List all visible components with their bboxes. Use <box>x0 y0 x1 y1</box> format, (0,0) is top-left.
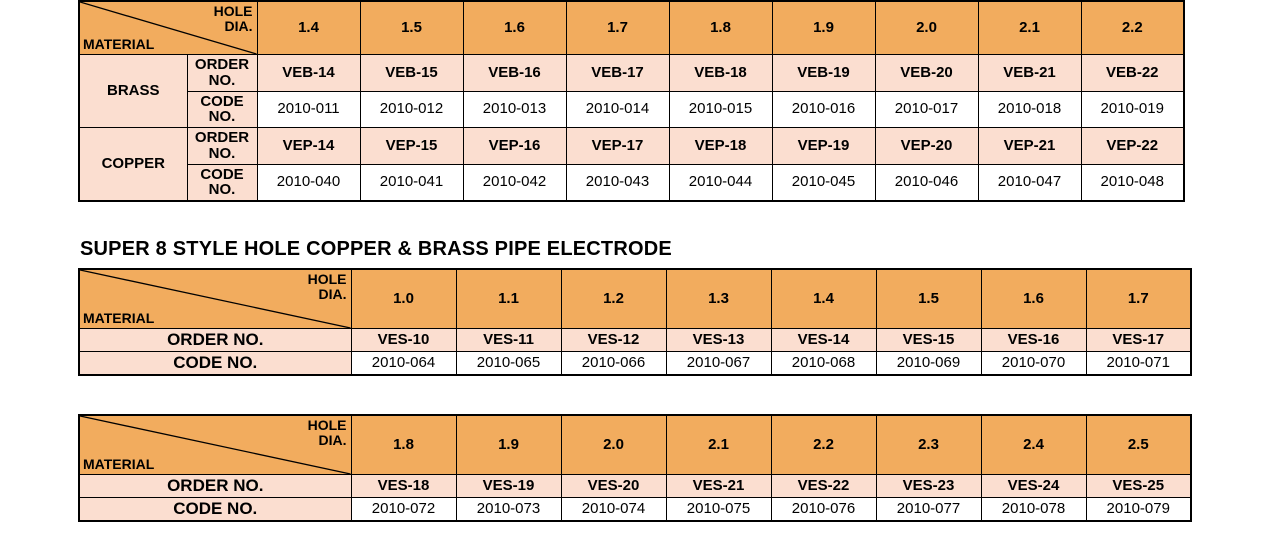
code-no: 2010-011 <box>257 91 360 128</box>
order-no: VES-23 <box>876 475 981 498</box>
hole-dia-label: HOLE DIA. <box>307 271 347 302</box>
table-row <box>79 329 1191 352</box>
code-no: 2010-078 <box>981 497 1086 520</box>
order-no: VEB-21 <box>978 55 1081 92</box>
code-no: 2010-075 <box>666 497 771 520</box>
table-row <box>79 475 1191 498</box>
order-no: VES-22 <box>771 475 876 498</box>
order-no: VES-20 <box>561 475 666 498</box>
hole-dia-value: 2.0 <box>875 1 978 55</box>
code-no: 2010-069 <box>876 351 981 374</box>
hole-dia-value: 1.6 <box>981 269 1086 329</box>
code-no: 2010-013 <box>463 91 566 128</box>
code-no: 2010-018 <box>978 91 1081 128</box>
code-no: 2010-065 <box>456 351 561 374</box>
hole-dia-value: 2.2 <box>1081 1 1184 55</box>
hole-dia-value: 2.4 <box>981 415 1086 475</box>
hole-dia-value: 1.4 <box>771 269 876 329</box>
order-no: VEB-20 <box>875 55 978 92</box>
order-no: VEP-21 <box>978 128 1081 165</box>
brass-copper-table-wrapper <box>78 0 1185 202</box>
code-no: 2010-016 <box>772 91 875 128</box>
order-no: VES-19 <box>456 475 561 498</box>
code-no: 2010-068 <box>771 351 876 374</box>
table-row-header <box>79 415 1191 475</box>
row-label: ORDER NO. <box>187 55 257 92</box>
material-label: MATERIAL <box>83 36 155 53</box>
code-no: 2010-047 <box>978 164 1081 201</box>
code-no: 2010-071 <box>1086 351 1191 374</box>
order-no: VEP-16 <box>463 128 566 165</box>
hole-dia-value: 1.1 <box>456 269 561 329</box>
row-label: CODE NO. <box>187 91 257 128</box>
order-no: VEP-20 <box>875 128 978 165</box>
code-no: 2010-019 <box>1081 91 1184 128</box>
hole-dia-value: 1.2 <box>561 269 666 329</box>
order-no: VES-24 <box>981 475 1086 498</box>
order-no: VEB-22 <box>1081 55 1184 92</box>
hole-dia-value: 2.5 <box>1086 415 1191 475</box>
hole-dia-value: 1.8 <box>351 415 456 475</box>
hole-dia-value: 1.0 <box>351 269 456 329</box>
order-no: VES-10 <box>351 329 456 352</box>
order-no: VEP-22 <box>1081 128 1184 165</box>
order-no: VES-16 <box>981 329 1086 352</box>
hole-dia-value: 1.7 <box>1086 269 1191 329</box>
table-row <box>79 497 1191 520</box>
material-label: MATERIAL <box>83 310 155 327</box>
hole-dia-value: 1.4 <box>257 1 360 55</box>
hole-dia-value: 2.1 <box>978 1 1081 55</box>
material-name: BRASS <box>79 55 187 128</box>
brass-copper-table <box>78 0 1185 202</box>
hole-dia-value: 1.3 <box>666 269 771 329</box>
hole-dia-value: 1.5 <box>876 269 981 329</box>
order-no: VES-21 <box>666 475 771 498</box>
order-no: VES-11 <box>456 329 561 352</box>
hole-dia-value: 2.3 <box>876 415 981 475</box>
row-label: CODE NO. <box>79 497 351 520</box>
corner-cell-hole-material <box>79 415 351 475</box>
table-row <box>79 55 1184 92</box>
order-no: VEB-19 <box>772 55 875 92</box>
order-no: VEP-18 <box>669 128 772 165</box>
code-no: 2010-077 <box>876 497 981 520</box>
code-no: 2010-012 <box>360 91 463 128</box>
code-no: 2010-015 <box>669 91 772 128</box>
section-title-wrapper <box>80 238 672 261</box>
hole-dia-label: HOLE DIA. <box>307 417 347 448</box>
code-no: 2010-045 <box>772 164 875 201</box>
code-no: 2010-042 <box>463 164 566 201</box>
page-title: SUPER 8 STYLE HOLE COPPER & BRASS PIPE ELECTRODE <box>80 238 672 260</box>
super8-table-a-wrapper <box>78 268 1192 376</box>
code-no: 2010-067 <box>666 351 771 374</box>
order-no: VES-18 <box>351 475 456 498</box>
material-label: MATERIAL <box>83 456 155 473</box>
hole-dia-value: 1.5 <box>360 1 463 55</box>
row-label: CODE NO. <box>79 351 351 374</box>
code-no: 2010-041 <box>360 164 463 201</box>
order-no: VES-15 <box>876 329 981 352</box>
order-no: VES-13 <box>666 329 771 352</box>
code-no: 2010-044 <box>669 164 772 201</box>
table-row-header <box>79 269 1191 329</box>
order-no: VEB-16 <box>463 55 566 92</box>
super8-table-b <box>78 414 1192 522</box>
order-no: VES-12 <box>561 329 666 352</box>
hole-dia-value: 2.0 <box>561 415 666 475</box>
order-no: VES-17 <box>1086 329 1191 352</box>
code-no: 2010-043 <box>566 164 669 201</box>
code-no: 2010-074 <box>561 497 666 520</box>
code-no: 2010-072 <box>351 497 456 520</box>
code-no: 2010-017 <box>875 91 978 128</box>
table-row <box>79 351 1191 374</box>
code-no: 2010-076 <box>771 497 876 520</box>
order-no: VEP-15 <box>360 128 463 165</box>
order-no: VES-14 <box>771 329 876 352</box>
corner-cell-hole-material <box>79 269 351 329</box>
hole-dia-value: 1.7 <box>566 1 669 55</box>
hole-dia-value: 2.1 <box>666 415 771 475</box>
corner-cell-hole-material <box>79 1 257 55</box>
order-no: VEB-15 <box>360 55 463 92</box>
row-label: ORDER NO. <box>187 128 257 165</box>
code-no: 2010-079 <box>1086 497 1191 520</box>
hole-dia-value: 1.8 <box>669 1 772 55</box>
order-no: VEP-17 <box>566 128 669 165</box>
code-no: 2010-066 <box>561 351 666 374</box>
row-label: ORDER NO. <box>79 475 351 498</box>
table-row <box>79 128 1184 165</box>
super8-table-a <box>78 268 1192 376</box>
code-no: 2010-070 <box>981 351 1086 374</box>
super8-table-b-wrapper <box>78 414 1192 522</box>
hole-dia-value: 2.2 <box>771 415 876 475</box>
order-no: VES-25 <box>1086 475 1191 498</box>
table-row-header <box>79 1 1184 55</box>
hole-dia-value: 1.9 <box>772 1 875 55</box>
hole-dia-value: 1.6 <box>463 1 566 55</box>
code-no: 2010-040 <box>257 164 360 201</box>
code-no: 2010-073 <box>456 497 561 520</box>
order-no: VEB-17 <box>566 55 669 92</box>
order-no: VEB-14 <box>257 55 360 92</box>
code-no: 2010-046 <box>875 164 978 201</box>
row-label: CODE NO. <box>187 164 257 201</box>
order-no: VEB-18 <box>669 55 772 92</box>
code-no: 2010-064 <box>351 351 456 374</box>
order-no: VEP-19 <box>772 128 875 165</box>
code-no: 2010-048 <box>1081 164 1184 201</box>
order-no: VEP-14 <box>257 128 360 165</box>
table-row <box>79 164 1184 201</box>
hole-dia-value: 1.9 <box>456 415 561 475</box>
table-row <box>79 91 1184 128</box>
hole-dia-label: HOLE DIA. <box>213 3 253 34</box>
row-label: ORDER NO. <box>79 329 351 352</box>
material-name: COPPER <box>79 128 187 202</box>
code-no: 2010-014 <box>566 91 669 128</box>
